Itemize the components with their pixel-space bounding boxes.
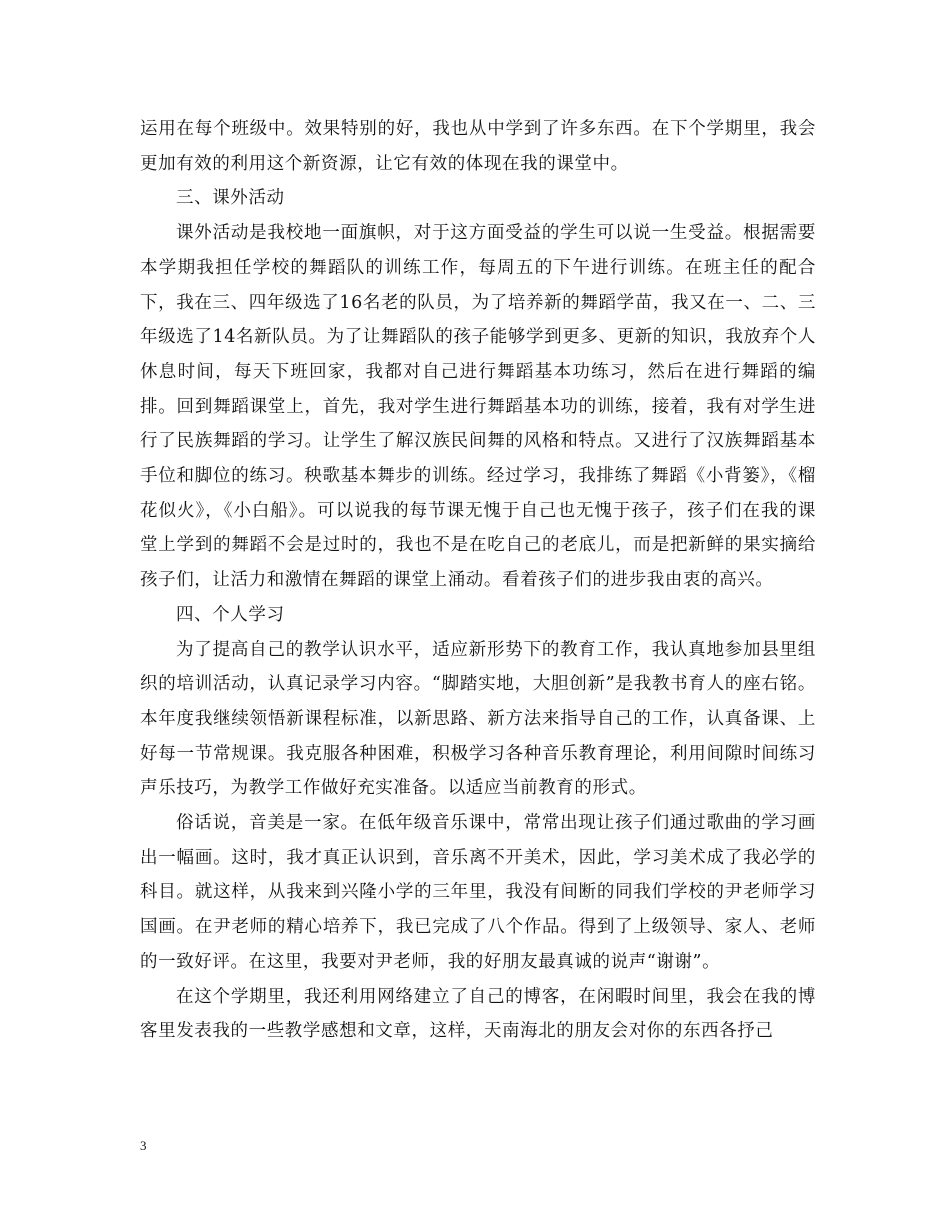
paragraph-blog: 在这个学期里，我还利用网络建立了自己的博客，在闲暇时间里，我会在我的博客里发表我的一些教学感想和文章，这样，天南海北的朋友会对你的东西各抒己: [140, 986, 816, 1042]
paragraph-extracurricular: 课外活动是我校地一面旗帜，对于这方面受益的学生可以说一生受益。根据需要本学期我担任学校的舞蹈队的训练工作，每周五的下午进行训练。在班主任的配合下，我在三、四年级选了16名老的队员，为了培养新的舞蹈学苗，我又在一、二、三年级选了14名新队员。为了让舞蹈队的孩子能够学到更多、更新的知识，我放弃个人休息时间，每天下班回家，我都对自己进行舞蹈基本功练习，然后在进行舞蹈的编排。回到舞蹈课堂上，首先，我对学生进行舞蹈基本功的训练，接着，我有对学生进行了民族舞蹈的学习。让学生了解汉族民间舞的风格和特点。又进行了汉族舞蹈基本手位和脚位的练习。秧歌基本舞步的训练。经过学习，我排练了舞蹈《小背篓》，《榴花似火》，《小白船》。可以说我的每节课无愧于自己也无愧于孩子，孩子们在我的课堂上学到的舞蹈不会是过时的，我也不是在吃自己的老底儿，而是把新鲜的果实摘给孩子们，让活力和激情在舞蹈的课堂上涌动。看着孩子们的进步我由衷的高兴。: [140, 223, 816, 591]
document-body: [140, 112, 816, 1049]
paragraph-art-study: 俗话说，音美是一家。在低年级音乐课中，常常出现让孩子们通过歌曲的学习画出一幅画。这时，我才真正认识到，音乐离不开美术，因此，学习美术成了我必学的科目。就这样，从我来到兴隆小学的三年里，我没有间断的同我们学校的尹老师学习国画。在尹老师的精心培养下，我已完成了八个作品。得到了上级领导、家人、老师的一致好评。在这里，我要对尹老师，我的好朋友最真诚的说声“谢谢”。: [140, 813, 816, 972]
section-heading-personal-study: 四、个人学习: [176, 604, 285, 625]
paragraph-continuation: 运用在每个班级中。效果特别的好，我也从中学到了许多东西。在下个学期里，我会更加有效的利用这个新资源，让它有效的体现在我的课堂中。: [140, 119, 816, 174]
section-heading-extracurricular: 三、课外活动: [176, 188, 285, 209]
page-number: 3: [140, 1138, 147, 1153]
paragraph-personal-study: 为了提高自己的教学认识水平，适应新形势下的教育工作，我认真地参加县里组织的培训活动，认真记录学习内容。“脚踏实地，大胆创新”是我教书育人的座右铭。本年度我继续领悟新课程标准，以新思路、新方法来指导自己的工作，认真备课、上好每一节常规课。我克服各种困难，积极学习各种音乐教育理论，利用间隙时间练习声乐技巧，为教学工作做好充实准备。以适应当前教育的形式。: [140, 639, 816, 799]
